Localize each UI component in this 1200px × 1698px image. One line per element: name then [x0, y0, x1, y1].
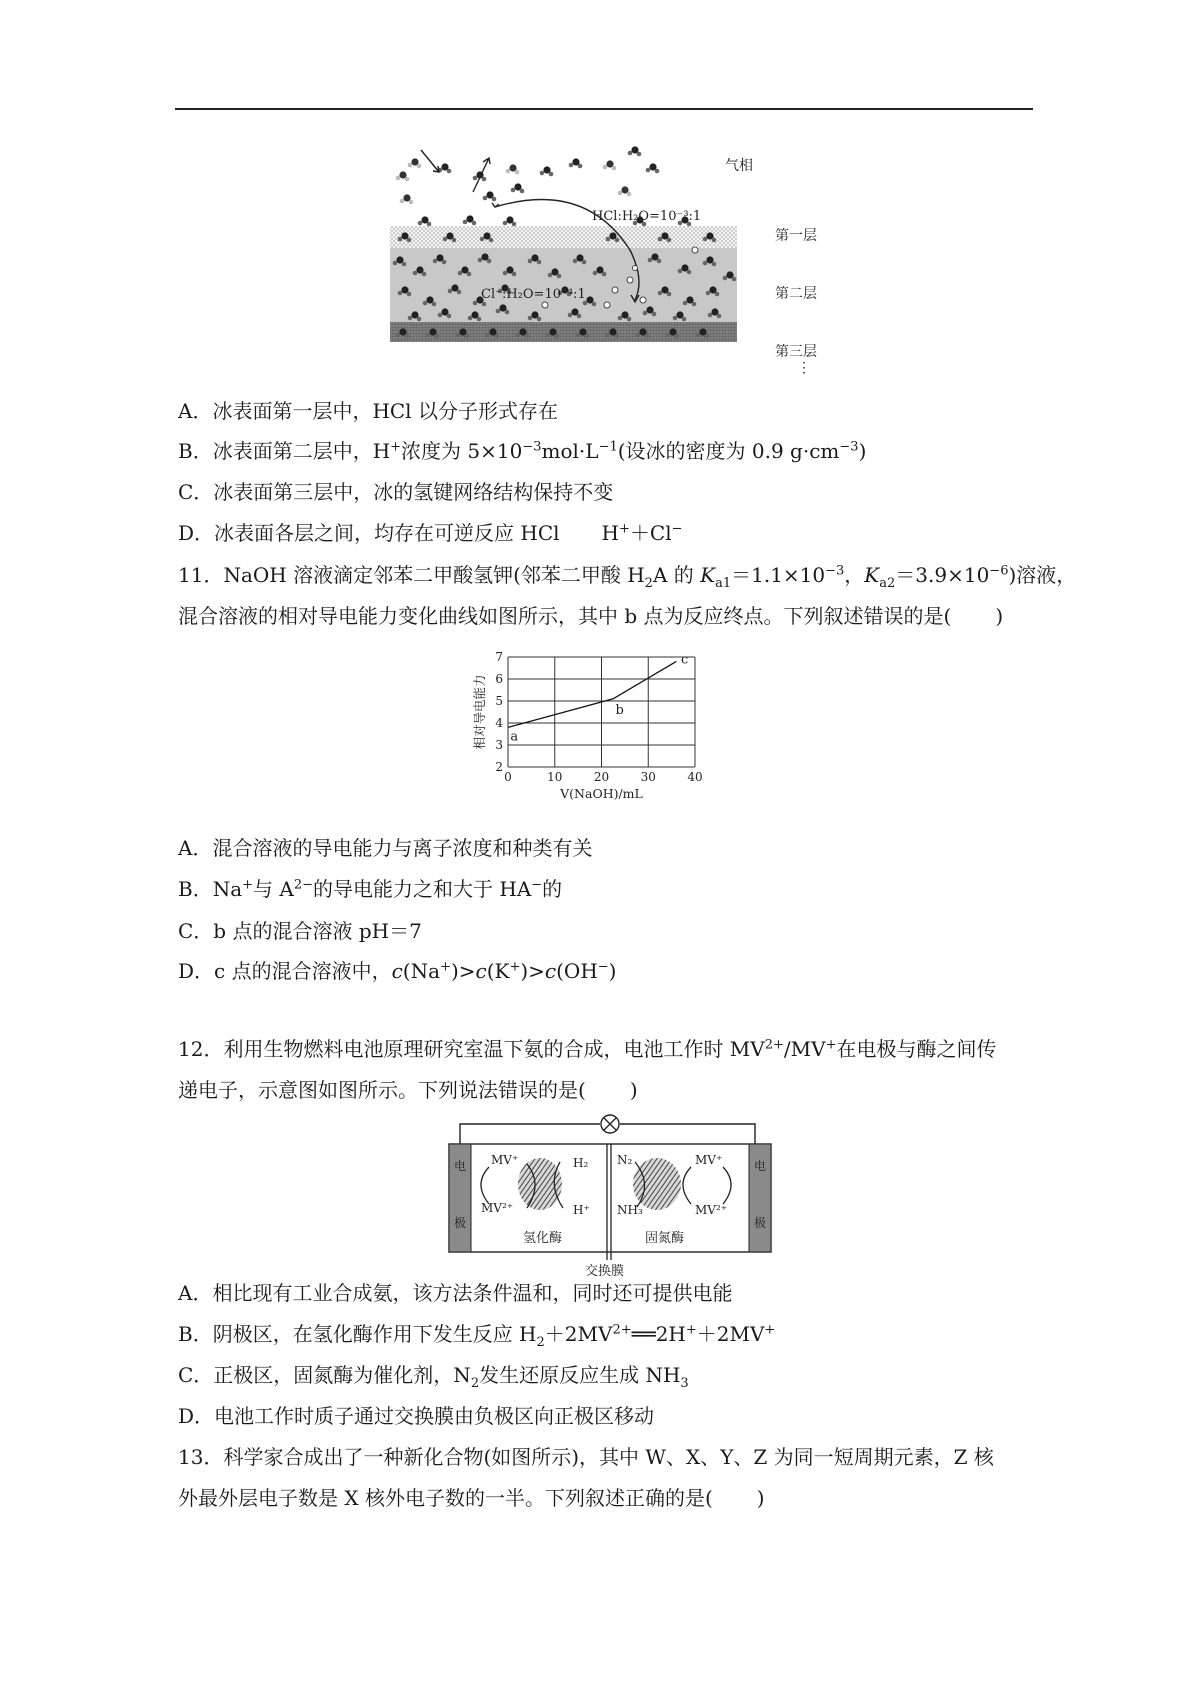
- x-tick-label: 40: [687, 770, 703, 784]
- hcl-ratio-label: HCl:H₂O=10⁻³:1: [592, 209, 702, 224]
- q11-option-d: D．c 点的混合溶液中，c(Na+)>c(K+)>c(OH−): [178, 959, 617, 983]
- y-tick-label: 6: [495, 672, 503, 686]
- q10-option-a: A．冰表面第一层中，HCl 以分子形式存在: [178, 399, 558, 423]
- layer1-band: [390, 226, 737, 248]
- hydrogenase-label: 氢化酶: [523, 1231, 563, 1246]
- q11-option-b: B．Na+与 $A^{2-}$的导电能力之和大于 HA−的: [178, 877, 563, 901]
- point-label-b: b: [615, 703, 624, 719]
- q11-stem-line2: 混合溶液的相对导电能力变化曲线如图所示，其中 b 点为反应终点。下列叙述错误的是( ): [178, 604, 1004, 628]
- h2-label: H₂: [573, 1156, 589, 1170]
- x-tick-label: 10: [547, 770, 563, 784]
- nitrogenase-label: 固氮酶: [645, 1231, 685, 1246]
- x-tick-label: 20: [593, 770, 610, 784]
- q11-option-c: C．b 点的混合溶液 pH＝7: [178, 919, 422, 943]
- point-label-c: c: [680, 652, 689, 668]
- n2-label: N₂: [617, 1153, 633, 1167]
- q12-stem-line2: 递电子，示意图如图所示。下列说法错误的是( ): [178, 1078, 638, 1102]
- layer1-label: 第一层: [775, 228, 817, 244]
- x-axis-label: V(NaOH)/mL: [560, 786, 643, 801]
- layer3-label: 第三层: [775, 344, 817, 360]
- left-electrode-label-bottom: 极: [454, 1216, 467, 1230]
- layer2-label: 第二层: [775, 286, 817, 302]
- bulb-icon: [601, 1115, 619, 1133]
- point-label-a: a: [510, 729, 519, 745]
- cl-ratio-label: Cl⁻:H₂O=10⁻⁴:1: [481, 287, 586, 302]
- q11-stem-line1: 11．NaOH 溶液滴定邻苯二甲酸氢钾(邻苯二甲酸 $H_2A$ 的 $K_{a1}=1.1\times 10^{-3}$，$K_{a2}=3.9\times 10^{-6}$)溶液，: [178, 563, 1077, 591]
- hydrogenase-enzyme: [518, 1158, 562, 1210]
- right-electrode-label-bottom: 极: [754, 1216, 767, 1230]
- membrane-label: 交换膜: [585, 1264, 625, 1279]
- conductivity-line: [508, 661, 676, 727]
- mv-plus-right-label: MV⁺: [695, 1153, 723, 1167]
- y-tick-label: 3: [495, 738, 503, 752]
- h-plus-label: H⁺: [573, 1203, 590, 1217]
- q12-option-b: B．阴极区，在氢化酶作用下发生反应 $H_2+2MV^{2+}══2H^++2MV^+$: [178, 1322, 776, 1350]
- mv-2plus-right-label: MV²⁺: [695, 1203, 728, 1217]
- conductivity-chart: [470, 645, 740, 820]
- layer3-band: [390, 322, 737, 342]
- y-tick-label: 5: [495, 694, 503, 708]
- left-electrode-label-top: 电: [454, 1159, 467, 1173]
- q13-stem-line2: 外最外层电子数是 X 核外电子数的一半。下列叙述正确的是( ): [178, 1486, 765, 1510]
- header-rule: [175, 108, 1033, 110]
- ice-layers-figure: [385, 140, 835, 380]
- y-tick-label: 2: [495, 760, 503, 774]
- layer-ellipsis: ⋮: [797, 360, 811, 376]
- biofuel-cell-figure: [445, 1112, 775, 1280]
- gas-molecules: [396, 146, 660, 204]
- q10-option-c: C．冰表面第三层中，冰的氢键网络结构保持不变: [178, 480, 614, 504]
- mv-plus-left-label: MV⁺: [491, 1153, 519, 1167]
- y-tick-label: 4: [495, 716, 503, 730]
- nh3-label: NH₃: [617, 1203, 643, 1217]
- y-axis-label: 相对导电能力: [472, 674, 487, 750]
- q12-stem-line1: 12．利用生物燃料电池原理研究室温下氨的合成，电池工作时 $MV^{2+}/MV^+$在电极与酶之间传: [178, 1037, 997, 1061]
- right-electrode-label-top: 电: [754, 1159, 767, 1173]
- q12-option-c: C．正极区，固氮酶为催化剂，$N_2$发生还原反应生成 $NH_3$: [178, 1363, 689, 1391]
- q11-option-a: A．混合溶液的导电能力与离子浓度和种类有关: [178, 836, 593, 860]
- y-tick-label: 7: [495, 650, 503, 664]
- q12-option-a: A．相比现有工业合成氨，该方法条件温和，同时还可提供电能: [178, 1281, 733, 1305]
- x-tick-label: 0: [504, 770, 512, 784]
- q10-option-d: D．冰表面各层之间，均存在可逆反应 HCl H+＋Cl−: [178, 521, 683, 545]
- gas-phase-label: 气相: [725, 158, 753, 174]
- q10-option-b: B．冰表面第二层中，H+浓度为 $5\times 10^{-3}mol\cdot L^{-1}$(设冰的密度为 0.9 $g\cdot cm^{-3}$): [178, 439, 867, 463]
- q13-stem-line1: 13．科学家合成出了一种新化合物(如图所示)，其中 W、X、Y、Z 为同一短周期元素，Z 核: [178, 1445, 994, 1469]
- q12-option-d: D．电池工作时质子通过交换膜由负极区向正极区移动: [178, 1404, 655, 1428]
- x-tick-label: 30: [640, 770, 656, 784]
- mv-2plus-left-label: MV²⁺: [481, 1201, 514, 1215]
